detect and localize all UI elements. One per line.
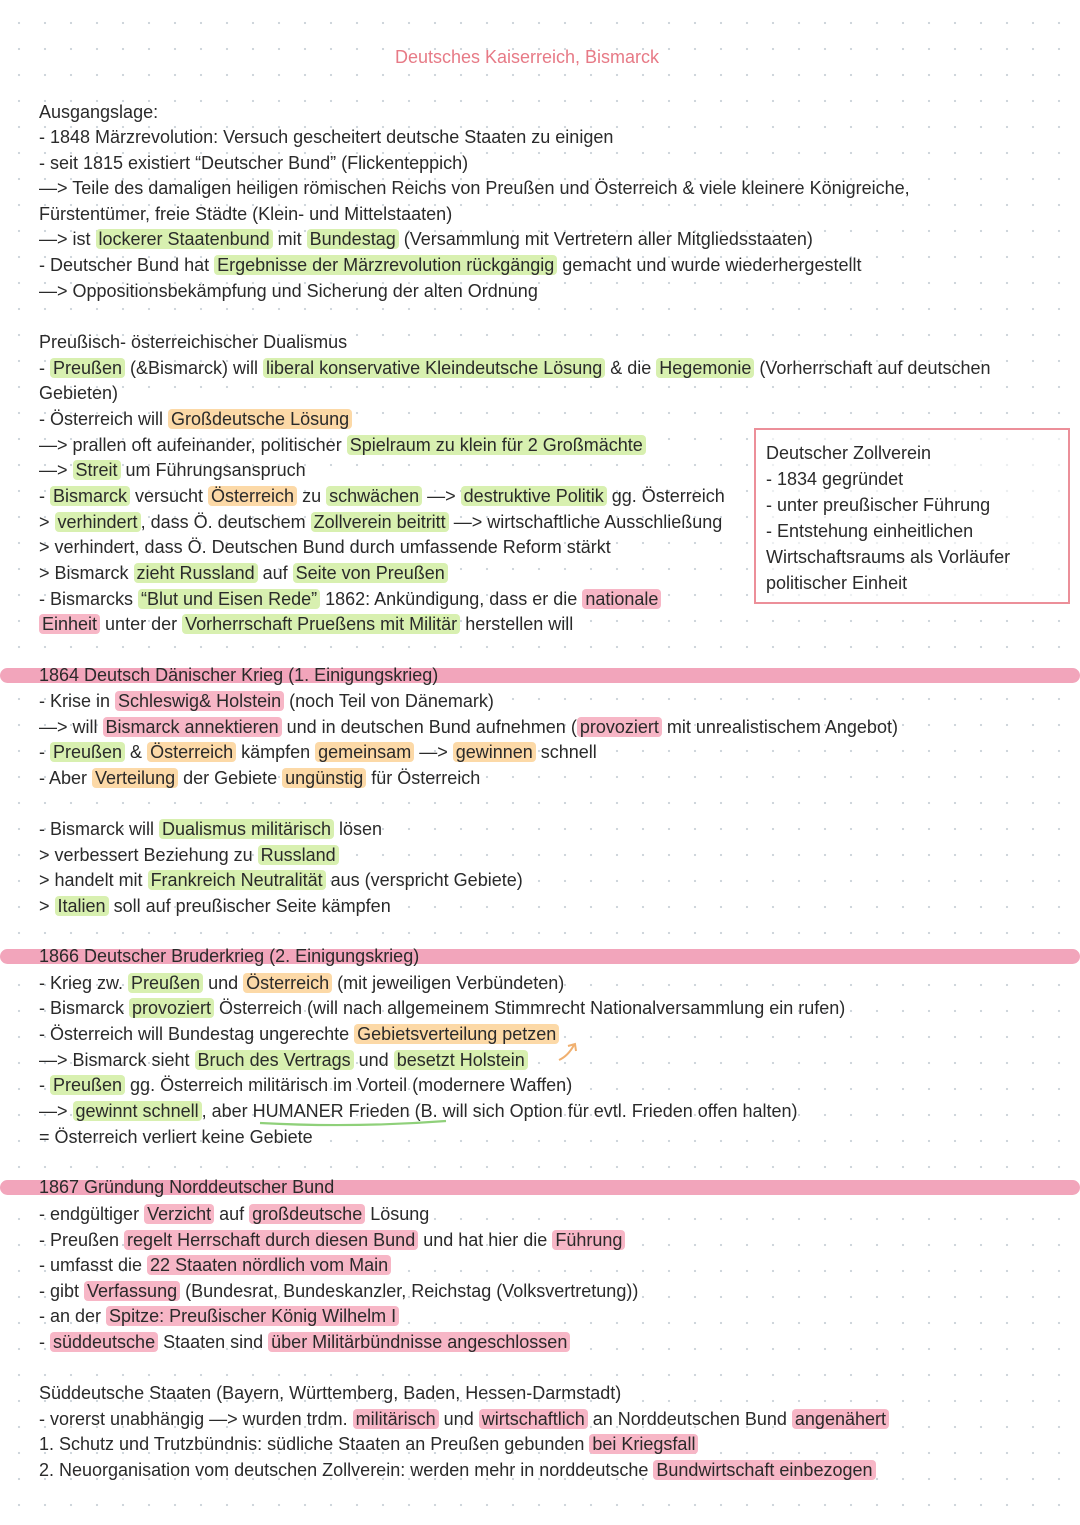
text: —>: [422, 486, 461, 506]
s1-line-1: - 1848 Märzrevolution: Versuch gescheitert deutsche Staaten zu einigen: [39, 127, 614, 147]
text: - umfasst die: [39, 1255, 148, 1275]
highlight: Streit: [73, 460, 121, 480]
highlight: Russland: [258, 845, 339, 865]
highlight: wirtschaftlich: [479, 1409, 588, 1429]
text: —>: [39, 460, 73, 480]
text: - Deutscher Bund hat: [39, 255, 215, 275]
text: (Vorherrschaft auf deutschen: [754, 358, 991, 378]
s6-line-3: [39, 1459, 876, 1481]
highlight: Großdeutsche Lösung: [168, 409, 352, 429]
s2-line-6: [39, 485, 725, 507]
text: -: [39, 1075, 50, 1095]
highlight: destruktive Politik: [461, 486, 607, 506]
text: (&Bismarck) will: [125, 358, 264, 378]
text: kämpfen: [236, 742, 316, 762]
s3-line-3: [39, 741, 597, 763]
highlight: Spitze: Preußischer König Wilhelm I: [106, 1306, 399, 1326]
text: und: [438, 1409, 479, 1429]
s1-line-7: —> Oppositionsbekämpfung und Sicherung der alten Ordnung: [39, 281, 538, 301]
text: - Preußen: [39, 1230, 125, 1250]
s3-heading: 1864 Deutsch Dänischer Krieg (1. Einigungskrieg): [39, 665, 439, 685]
highlight: gemeinsam: [315, 742, 414, 762]
text: - Aber: [39, 768, 93, 788]
s1-line-6: [39, 254, 861, 276]
zollverein-line-4: Wirtschaftsraums als Vorläufer: [766, 547, 1011, 567]
s1-line-5: [39, 228, 813, 250]
highlight: Seite von Preußen: [293, 563, 448, 583]
text: - vorerst unabhängig —> wurden trdm.: [39, 1409, 353, 1429]
text: - Österreich will: [39, 409, 169, 429]
highlight: Italien: [55, 896, 109, 916]
highlight: angenähert: [792, 1409, 889, 1429]
text: versucht: [130, 486, 209, 506]
text: Staaten sind: [158, 1332, 269, 1352]
text: an Norddeutschen Bund: [587, 1409, 792, 1429]
text: -: [39, 1332, 50, 1352]
zollverein-line-1: - 1834 gegründet: [766, 469, 904, 489]
text: gg. Österreich militärisch im Vorteil (modernere Waffen): [125, 1075, 573, 1095]
highlight: Verteilung: [92, 768, 178, 788]
s3-line-5: [39, 818, 382, 840]
s2-line-2: Gebieten): [39, 383, 119, 403]
text: -: [39, 486, 50, 506]
s4-line-4: [39, 1049, 528, 1071]
text: - endgültiger: [39, 1204, 145, 1224]
text: - Krise in: [39, 691, 116, 711]
s4-line-3: [39, 1023, 559, 1045]
text: > Bismarck: [39, 563, 134, 583]
highlight: besetzt Holstein: [394, 1050, 528, 1070]
highlight: Bruch des Vertrags: [195, 1050, 354, 1070]
s2-heading: Preußisch- österreichischer Dualismus: [39, 332, 348, 352]
highlight: militärisch: [353, 1409, 439, 1429]
text: schnell: [535, 742, 597, 762]
highlight: Österreich: [208, 486, 297, 506]
text: und: [203, 973, 244, 993]
s3-line-6: [39, 844, 339, 866]
text: -: [39, 742, 50, 762]
text: (mit jeweiligen Verbündeten): [332, 973, 565, 993]
highlight: Dualismus militärisch: [159, 819, 334, 839]
text: mit: [272, 229, 307, 249]
s5-line-2: [39, 1229, 625, 1251]
text: gg. Österreich: [606, 486, 725, 506]
text: 2. Neuorganisation vom deutschen Zollverein: werden mehr in norddeutsche: [39, 1460, 654, 1480]
text: —>: [39, 1101, 73, 1121]
zollverein-heading: Deutscher Zollverein: [766, 443, 932, 463]
text: —> wirtschaftliche Ausschließung: [448, 512, 723, 532]
s4-line-2: [39, 997, 845, 1019]
text: Lösung: [365, 1204, 430, 1224]
highlight: Bundwirtschaft einbezogen: [653, 1460, 875, 1480]
text: >: [39, 512, 55, 532]
text: > handelt mit: [39, 870, 148, 890]
highlight: Bismarck annektieren: [103, 717, 282, 737]
text: aus (verspricht Gebiete): [325, 870, 523, 890]
highlight: ungünstig: [282, 768, 366, 788]
text: - Krieg zw.: [39, 973, 129, 993]
highlight: regelt Herrschaft durch diesen Bund: [124, 1230, 418, 1250]
s3-line-7: [39, 869, 523, 891]
s3-line-8: [39, 895, 391, 917]
highlight: Bundestag: [307, 229, 399, 249]
s4-heading: 1866 Deutscher Bruderkrieg (2. Einigungskrieg): [39, 946, 420, 966]
highlight: Zollverein beitritt: [311, 512, 449, 532]
s4-line-5: [39, 1074, 572, 1096]
s6-line-2: [39, 1433, 698, 1455]
s1-line-3: —> Teile des damaligen heiligen römischen Reichs von Preußen und Österreich & viele kleinere Königreiche,: [39, 178, 910, 198]
highlight: lockerer Staatenbund: [96, 229, 273, 249]
highlight: Spielraum zu klein für 2 Großmächte: [347, 435, 646, 455]
text: - Bismarck: [39, 998, 129, 1018]
s5-heading: 1867 Gründung Norddeutscher Bund: [39, 1177, 335, 1197]
zollverein-line-5: politischer Einheit: [766, 573, 908, 593]
highlight: zieht Russland: [134, 563, 258, 583]
text: , aber HUMANER Frieden (B. will sich Option für evtl. Frieden offen halten): [201, 1101, 798, 1121]
text: —> Bismarck sieht: [39, 1050, 195, 1070]
highlight: Verfassung: [84, 1281, 180, 1301]
text: gemacht und wurde wiederhergestellt: [557, 255, 862, 275]
text: (Versammlung mit Vertretern aller Mitgliedsstaaten): [398, 229, 813, 249]
s2-line-11: [39, 613, 573, 635]
highlight: bei Kriegsfall: [589, 1434, 698, 1454]
highlight: über Militärbündnisse angeschlossen: [268, 1332, 570, 1352]
text: und in deutschen Bund aufnehmen (: [281, 717, 577, 737]
highlight: Preußen: [128, 973, 203, 993]
highlight: Preußen: [50, 358, 125, 378]
zollverein-line-2: - unter preußischer Führung: [766, 495, 991, 515]
s5-line-3: [39, 1254, 391, 1276]
text: - gibt: [39, 1281, 85, 1301]
text: —>: [414, 742, 453, 762]
s3-line-1: [39, 690, 494, 712]
text: soll auf preußischer Seite kämpfen: [108, 896, 391, 916]
s2-line-9: [39, 562, 448, 584]
s2-line-5: [39, 459, 306, 481]
text: &: [125, 742, 148, 762]
text: lösen: [334, 819, 383, 839]
highlight: süddeutsche: [50, 1332, 158, 1352]
text: und: [353, 1050, 394, 1070]
highlight: Frankreich Neutralität: [148, 870, 326, 890]
zollverein-box: [754, 428, 1070, 604]
zollverein-line-3: - Entstehung einheitlichen: [766, 521, 974, 541]
text: um Führungsanspruch: [120, 460, 306, 480]
highlight: Gebietsverteilung petzen: [354, 1024, 559, 1044]
highlight: 22 Staaten nördlich vom Main: [147, 1255, 391, 1275]
s5-line-6: [39, 1331, 570, 1353]
highlight: Führung: [552, 1230, 625, 1250]
s1-heading: Ausgangslage:: [39, 102, 159, 122]
highlight: liberal konservative Kleindeutsche Lösung: [263, 358, 605, 378]
highlight: verhindert: [55, 512, 141, 532]
page-title: Deutsches Kaiserreich, Bismarck: [394, 47, 660, 67]
text: auf: [214, 1204, 250, 1224]
highlight: nationale: [582, 589, 661, 609]
highlight: provoziert: [577, 717, 662, 737]
highlight: Hegemonie: [656, 358, 754, 378]
text: —> ist: [39, 229, 96, 249]
text: - Bismarcks: [39, 589, 138, 609]
s3-line-2: [39, 716, 898, 738]
curved-arrow-icon: [556, 1040, 582, 1062]
s1-line-2: - seit 1815 existiert “Deutscher Bund” (Flickenteppich): [39, 153, 469, 173]
text: herstellen will: [460, 614, 574, 634]
text: und hat hier die: [418, 1230, 553, 1250]
highlight: “Blut und Eisen Rede”: [138, 589, 320, 609]
s2-line-3: [39, 408, 352, 430]
s1-line-4: Fürstentümer, freie Städte (Klein- und Mittelstaaten): [39, 204, 453, 224]
highlight: Ergebnisse der Märzrevolution rückgängig: [214, 255, 557, 275]
text: - Österreich will Bundestag ungerechte: [39, 1024, 355, 1044]
text: - an der: [39, 1306, 107, 1326]
highlight: Einheit: [39, 614, 100, 634]
highlight: Bismarck: [50, 486, 130, 506]
s2-line-4: [39, 434, 646, 456]
s5-line-5: [39, 1305, 399, 1327]
text: Österreich (will nach allgemeinem Stimmrecht Nationalversammlung ein rufen): [214, 998, 846, 1018]
highlight: Vorherrschaft Prueßens mit Militär: [182, 614, 460, 634]
s5-line-4: [39, 1280, 638, 1302]
s5-line-1: [39, 1203, 429, 1225]
highlight: Preußen: [50, 742, 125, 762]
s2-line-7: [39, 511, 722, 533]
text: —> will: [39, 717, 103, 737]
text: , dass Ö. deutschem: [140, 512, 311, 532]
highlight: Schleswig& Holstein: [115, 691, 284, 711]
s3-line-4: [39, 767, 480, 789]
highlight: gewinnen: [453, 742, 536, 762]
text: - Bismarck will: [39, 819, 159, 839]
text: mit unrealistischem Angebot): [661, 717, 898, 737]
text: der Gebiete: [178, 768, 283, 788]
s2-line-10: [39, 588, 661, 610]
highlight: gewinnt schnell: [73, 1101, 202, 1121]
s4-line-1: [39, 972, 564, 994]
highlight: Verzicht: [144, 1204, 214, 1224]
highlight: Preußen: [50, 1075, 125, 1095]
text: 1862: Ankündigung, dass er die: [320, 589, 583, 609]
text: > verbessert Beziehung zu: [39, 845, 258, 865]
highlight: schwächen: [326, 486, 422, 506]
text: auf: [257, 563, 293, 583]
highlight: Österreich: [243, 973, 332, 993]
s2-line-1: [39, 357, 991, 379]
text: (Bundesrat, Bundeskanzler, Reichstag (Volksvertretung)): [180, 1281, 639, 1301]
text: zu: [297, 486, 327, 506]
text: für Österreich: [366, 768, 481, 788]
text: unter der: [100, 614, 183, 634]
highlight: großdeutsche: [249, 1204, 365, 1224]
text: -: [39, 358, 50, 378]
highlight: Österreich: [147, 742, 236, 762]
s2-line-8: > verhindert, dass Ö. Deutschen Bund durch umfassende Reform stärkt: [39, 537, 611, 557]
s4-line-7: = Österreich verliert keine Gebiete: [39, 1127, 313, 1147]
text: —> prallen oft aufeinander, politischer: [39, 435, 347, 455]
text: & die: [605, 358, 657, 378]
s6-heading: Süddeutsche Staaten (Bayern, Württemberg, Baden, Hessen-Darmstadt): [39, 1383, 622, 1403]
text: >: [39, 896, 55, 916]
text: (noch Teil von Dänemark): [284, 691, 494, 711]
text: 1. Schutz und Trutzbündnis: südliche Staaten an Preußen gebunden: [39, 1434, 590, 1454]
highlight: provoziert: [129, 998, 214, 1018]
s6-line-1: [39, 1408, 889, 1430]
